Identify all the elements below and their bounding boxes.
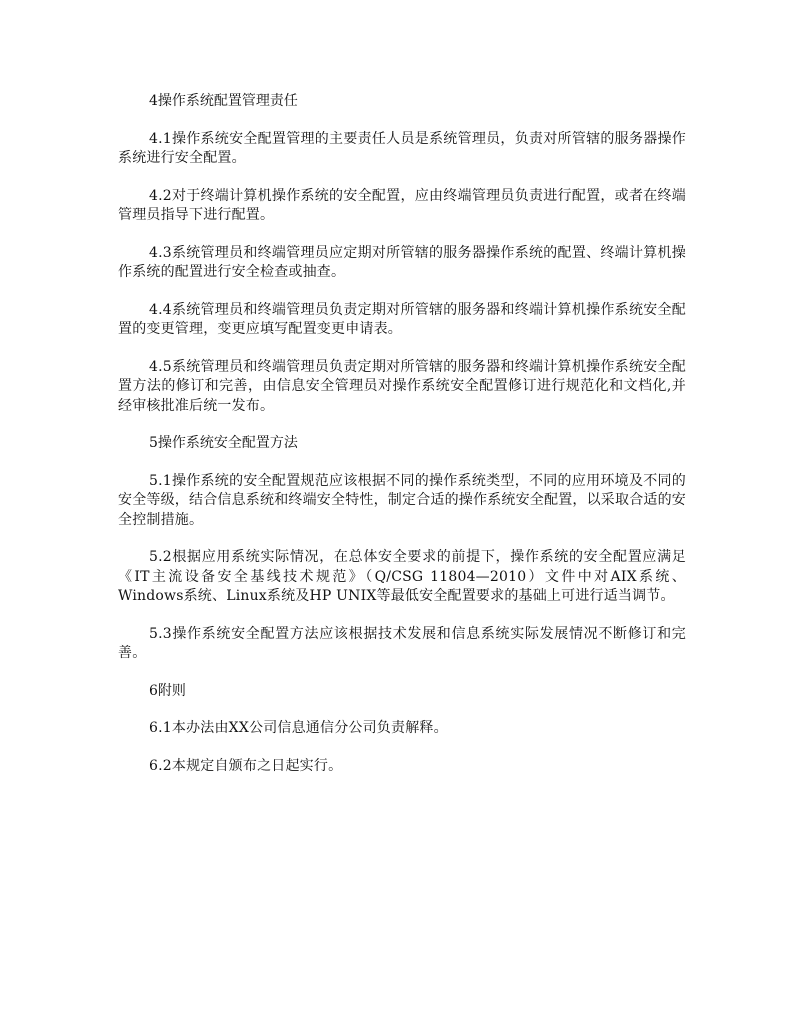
paragraph-4-1: 4.1操作系统安全配置管理的主要责任人员是系统管理员，负责对所管辖的服务器操作系统进行安全配置。 (118, 130, 686, 166)
paragraph-4-3: 4.3系统管理员和终端管理员应定期对所管辖的服务器操作系统的配置、终端计算机操作系统的配置进行安全检查或抽查。 (118, 244, 686, 280)
paragraph-6-1: 6.1本办法由XX公司信息通信分公司负责解释。 (149, 720, 448, 736)
paragraph-6-2: 6.2本规定自颁布之日起实行。 (149, 757, 343, 774)
document-body (118, 92, 686, 794)
paragraph-4-5: 4.5系统管理员和终端管理员负责定期对所管辖的服务器和终端计算机操作系统安全配置方法的修订和完善，由信息安全管理员对操作系统安全配置修订进行规范化和文档化,并经审核批准后统一发布。 (118, 358, 686, 414)
section-heading-6: 6附则 (149, 682, 186, 699)
paragraph-5-3: 5.3操作系统安全配置方法应该根据技术发展和信息系统实际发展情况不断修订和完善。 (118, 625, 686, 661)
paragraph-5-2: 5.2根据应用系统实际情况，在总体安全要求的前提下，操作系统的安全配置应满足《IT主流设备安全基线技术规范》（Q/CSG 11804—2010）文件中对AIX系统、Windows系统、Linux系统及HP UNIX等最低安全配置要求的基础上可进行适当调节。 (118, 549, 686, 604)
section-heading-4: 4操作系统配置管理责任 (149, 93, 298, 109)
section-heading-5: 5操作系统安全配置方法 (149, 435, 298, 451)
paragraph-5-1: 5.1操作系统的安全配置规范应该根据不同的操作系统类型，不同的应用环境及不同的安全等级，结合信息系统和终端安全特性，制定合适的操作系统安全配置，以采取合适的安全控制措施。 (118, 472, 686, 528)
paragraph-4-2: 4.2对于终端计算机操作系统的安全配置，应由终端管理员负责进行配置，或者在终端管理员指导下进行配置。 (118, 187, 686, 223)
paragraph-4-4: 4.4系统管理员和终端管理员负责定期对所管辖的服务器和终端计算机操作系统安全配置的变更管理，变更应填写配置变更申请表。 (118, 301, 686, 337)
